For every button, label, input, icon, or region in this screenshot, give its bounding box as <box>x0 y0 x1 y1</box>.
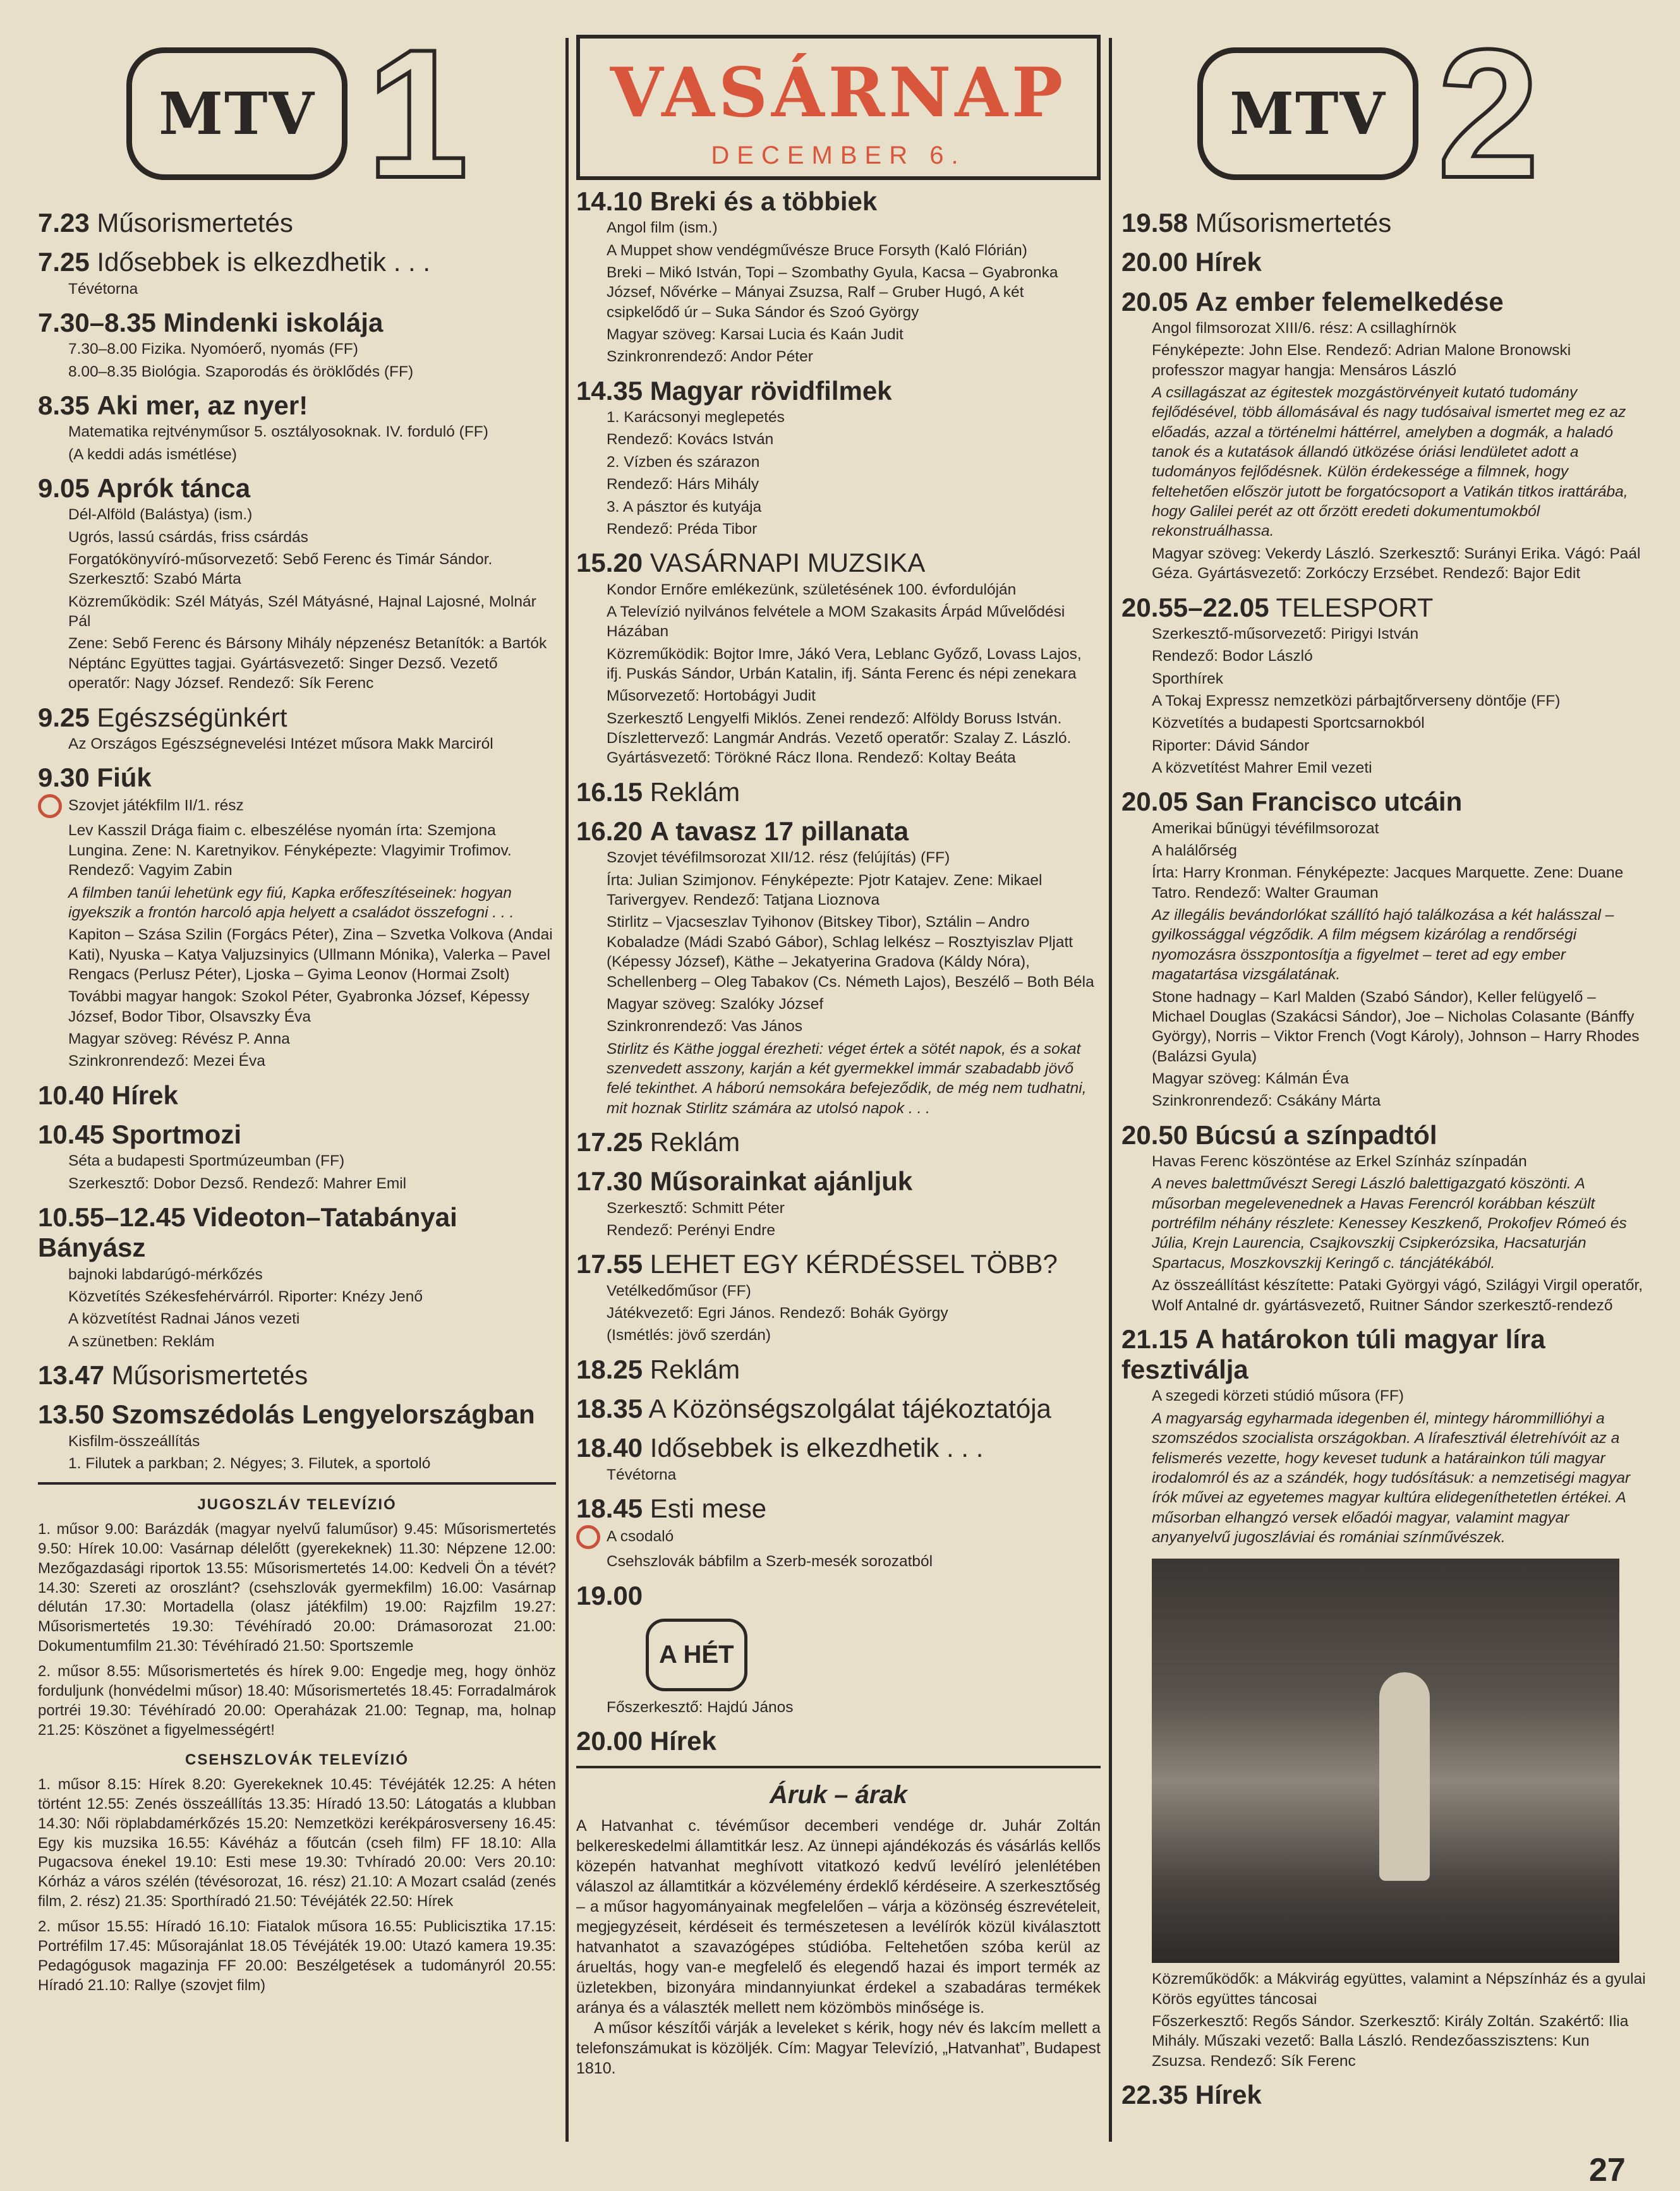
program-title: TELESPORT <box>1276 592 1434 622</box>
program-title: Reklám <box>650 1127 740 1157</box>
color-film-marker-icon <box>38 794 62 818</box>
program-title: A határokon túli magyar líra fesztiválja <box>1121 1324 1545 1385</box>
program-title: Egészségünkért <box>97 702 287 732</box>
program-time: 13.50 <box>38 1399 105 1430</box>
article-title: Áruk – árak <box>770 1780 907 1809</box>
program-time: 18.35 <box>576 1394 643 1424</box>
mtv1-program-list <box>38 208 556 1473</box>
program-entry <box>1121 247 1646 277</box>
mtv-logo: MTV <box>126 47 347 180</box>
program-entry <box>1121 787 1646 1111</box>
program-detail-line: Havas Ferenc köszöntése az Erkel Színház színpadán <box>1152 1153 1527 1170</box>
program-detail-line: Matematika rejtvényműsor 5. osztályosoknak. IV. forduló (FF) <box>68 423 488 441</box>
program-detail-line: Rendező: Hárs Mihály <box>607 476 759 493</box>
program-details <box>607 407 1101 539</box>
program-entry <box>38 1399 556 1473</box>
program-time: 15.20 <box>576 548 643 578</box>
program-time: 18.40 <box>576 1433 643 1463</box>
program-heading <box>1121 208 1646 238</box>
program-heading <box>38 390 556 421</box>
program-detail-line: Sporthírek <box>1152 670 1224 687</box>
program-details <box>607 848 1101 1118</box>
program-title: Fiúk <box>97 763 152 793</box>
program-time: 20.55–22.05 <box>1121 592 1269 622</box>
program-entry <box>576 1494 1101 1572</box>
program-time: 20.05 <box>1121 286 1188 317</box>
program-time: 10.40 <box>38 1080 105 1110</box>
program-details <box>1152 624 1646 778</box>
program-time: 7.30–8.35 <box>38 307 156 337</box>
program-time: 14.10 <box>576 186 643 216</box>
mtv2-program-list <box>1121 208 1646 2110</box>
program-entry <box>576 1127 1101 1157</box>
program-heading <box>576 1494 1101 1524</box>
program-heading <box>576 186 1101 217</box>
program-title: Hírek <box>1195 2080 1262 2110</box>
program-entry <box>1121 1120 1646 1315</box>
program-detail-line: Játékvezető: Egri János. Rendező: Bohák György <box>607 1305 948 1322</box>
program-entry <box>576 1726 1101 1756</box>
program-heading <box>576 376 1101 406</box>
program-time: 8.35 <box>38 390 90 420</box>
program-detail-line: A közvetítést Mahrer Emil vezeti <box>1152 759 1372 777</box>
foreign-tv-title: JUGOSZLÁV TELEVÍZIÓ <box>197 1496 397 1514</box>
program-detail-line: Tévétorna <box>68 280 138 298</box>
program-detail-line: Lev Kasszil Drága fiaim c. elbeszélése nyomán írta: Szemjona Lungina. Zene: N. Karetnyikov. Fényképezte: Vlagyimir Trofimov. Rendező: Vagyim Zabin <box>68 822 512 879</box>
program-detail-line: A Tokaj Expressz nemzetközi párbajtőrverseny döntője (FF) <box>1152 692 1561 709</box>
program-time: 13.47 <box>38 1360 105 1391</box>
program-entry <box>38 390 556 464</box>
program-entry <box>1121 287 1646 584</box>
performer-figure <box>1379 1672 1430 1881</box>
program-time: 20.05 <box>1121 787 1188 817</box>
mtv1-column <box>38 11 556 2001</box>
program-details <box>607 1525 1101 1571</box>
program-detail-line: Dél-Alföld (Balástya) (ism.) <box>68 506 253 524</box>
program-detail-line: Főszerkesztő: Hajdú János <box>607 1698 794 1716</box>
program-heading <box>38 1399 556 1430</box>
program-time: 16.15 <box>576 776 643 807</box>
program-time: 18.25 <box>576 1354 643 1384</box>
program-title: Műsorainkat ajánljuk <box>650 1166 913 1197</box>
program-heading <box>38 703 556 733</box>
program-entry <box>38 1080 556 1111</box>
program-entry <box>576 1433 1101 1485</box>
program-entry <box>1121 1324 1646 1547</box>
program-detail-line: A filmben tanúi lehetünk egy fiú, Kapka erőfeszítéseinek: hogyan igyekszik a frontón harcoló apja helyett a családot összefogni . . . <box>68 884 514 921</box>
program-heading <box>38 1360 556 1391</box>
program-entry <box>38 473 556 694</box>
program-heading <box>1121 787 1646 817</box>
program-detail-line: Közreműködők: a Mákvirág együttes, valamint a Népszínház és a gyulai Körös együttes táncosai <box>1152 1971 1646 2008</box>
program-detail-line: (Ismétlés: jövő szerdán) <box>607 1327 771 1344</box>
program-detail-line: Fényképezte: John Else. Rendező: Adrian Malone Bronowski professzor magyar hangja: Mensáros László <box>1152 342 1571 379</box>
program-detail-line: Szinkronrendező: Mezei Éva <box>68 1053 265 1070</box>
program-heading <box>576 1581 1101 1611</box>
program-details <box>68 794 556 1071</box>
program-detail-line: Angol filmsorozat XIII/6. rész: A csillaghírnök <box>1152 319 1457 337</box>
program-heading <box>576 1726 1101 1756</box>
program-detail-line: Magyar szöveg: Karsai Lucia és Kaán Judit <box>607 326 903 344</box>
program-detail-line: Írta: Harry Kronman. Fényképezte: Jacques Marquette. Zene: Duane Tatro. Rendező: Walter Grauman <box>1152 864 1624 902</box>
program-entry <box>576 1249 1101 1345</box>
program-detail-line: Közreműködik: Bojtor Imre, Jákó Vera, Leblanc Győző, Lovass Lajos, ifj. Puskás Sándor, Urbán Katalin, ifj. Sánta Ferenc és népi zenekara <box>607 645 1082 682</box>
program-time: 22.35 <box>1121 2080 1188 2110</box>
program-title: Műsorismertetés <box>97 208 293 238</box>
channel-number: 2 <box>1437 11 1540 216</box>
program-title: Az ember felemelkedése <box>1195 286 1504 317</box>
program-heading <box>1121 1120 1646 1150</box>
program-detail-line: 1. Filutek a parkban; 2. Négyes; 3. Filutek, a sportoló <box>68 1455 431 1473</box>
program-title: San Francisco utcáin <box>1195 787 1463 817</box>
program-detail-line: A csodaló <box>607 1525 1101 1549</box>
program-detail-line: Közvetítés a budapesti Sportcsarnokból <box>1152 715 1425 732</box>
program-heading <box>1121 287 1646 317</box>
article-body-2: A műsor készítői várják a leveleket s kérik, hogy név és lakcím mellett a telefonszámukat is közöljék. Cím: Magyar Televízió, „Hatvanhat”, Budapest 1810. <box>576 2019 1101 2077</box>
program-entry <box>38 1120 556 1193</box>
foreign-tv-section <box>38 1496 556 1995</box>
divider <box>38 1482 556 1485</box>
page-number: 27 <box>1589 2152 1626 2188</box>
program-detail-line: Kapiton – Szása Szilin (Forgács Péter), Zina – Szvetka Volkova (Andai Kati), Nyuska – Katya Valjuzsinyics (Ullmann Mónika), Valerka – Pavel Rengacs (Perlusz Péter), Ljoska – Gyima Leonov (Hormai Zsolt) <box>68 926 553 983</box>
program-detail-line: Magyar szöveg: Révész P. Anna <box>68 1030 290 1048</box>
program-time: 20.00 <box>1121 247 1188 277</box>
program-detail-line: Közvetítés Székesfehérvárról. Riporter: Knézy Jenő <box>68 1288 423 1306</box>
program-heading <box>38 208 556 238</box>
day-header <box>576 35 1101 180</box>
program-detail-line: Magyar szöveg: Szalóky József <box>607 995 824 1013</box>
article-body: A Hatvanhat c. tévéműsor decemberi vendége dr. Juhár Zoltán belkereskedelmi államtitkár lesz. Az ünnepi ajándékozás és vásárlás kellős közepén hatvanhat meghívott vitatkozó kedvű levélíró jelenlétében válaszol az államtitkár a közvélemény érdeklő kérdéseire. A szerkesztőség – a műsor hagyományainak megfelelően – várja a közönség észrevételeit, megjegyzéseit, kérdéseit és természetesen a levélírók közül kiválasztott hatvanhatot a szavazógépes stúdióba. Feltehetően szóba kerül az árueltás, hogy van-e megfelelő és elegendő hazai és import termék az üzletekben, bizonyára mindannyiunkat érdekel a szabadáras termékek aránya és a választék mellett nem közömbös minősége is. <box>576 1816 1101 2017</box>
program-entry <box>38 763 556 1071</box>
program-time: 7.23 <box>38 208 90 238</box>
program-heading <box>576 1127 1101 1157</box>
program-detail-line: Zene: Sebő Ferenc és Bársony Mihály népzenész Betanítók: a Bartók Néptánc Együttes tagjai. Gyártásvezető: Singer Dezső. Vezető operatőr: Nagy József. Rendező: Sík Ferenc <box>68 635 547 692</box>
program-heading <box>1121 2080 1646 2110</box>
program-details <box>68 422 556 464</box>
program-heading <box>1121 593 1646 623</box>
program-heading <box>576 1249 1101 1279</box>
program-detail-line: Forgatókönyvíró-műsorvezető: Sebő Ferenc és Timár Sándor. Szerkesztő: Szabó Márta <box>68 551 493 588</box>
program-time: 9.25 <box>38 702 90 732</box>
program-time: 14.35 <box>576 375 643 406</box>
program-heading <box>38 1120 556 1150</box>
program-time: 18.45 <box>576 1494 643 1523</box>
program-detail-line: Vetélkedőműsor (FF) <box>607 1282 751 1300</box>
program-detail-line: Szovjet játékfilm II/1. rész <box>68 794 556 818</box>
divider <box>576 1766 1101 1768</box>
program-title: Breki és a többiek <box>650 186 878 216</box>
program-entry <box>38 247 556 299</box>
program-detail-line: Közreműködik: Szél Mátyás, Szél Mátyásné, Hajnal Lajosné, Molnár Pál <box>68 593 536 631</box>
program-detail-line: További magyar hangok: Szokol Péter, Gyabronka József, Képessy József, Bodor Tibor, Olsavszky Éva <box>68 988 529 1025</box>
program-details <box>68 734 556 754</box>
program-title: Búcsú a színpadtól <box>1195 1120 1437 1150</box>
program-detail-line: Rendező: Kovács István <box>607 431 774 449</box>
program-detail-line: Amerikai bűnügyi tévéfilmsorozat <box>1152 819 1379 837</box>
program-entry <box>1121 1559 1646 2071</box>
program-heading <box>38 308 556 338</box>
program-time: 19.58 <box>1121 208 1188 238</box>
column-divider-right <box>1109 38 1112 2142</box>
article <box>576 1781 1101 2079</box>
program-details <box>1152 1969 1646 2071</box>
program-heading <box>38 763 556 793</box>
program-entry <box>576 777 1101 807</box>
program-heading <box>576 1394 1101 1424</box>
program-entry <box>38 703 556 754</box>
program-time: 20.00 <box>576 1726 643 1756</box>
program-time: 17.30 <box>576 1166 643 1197</box>
program-detail-line: 2. Vízben és szárazon <box>607 453 760 471</box>
program-title: Műsorismertetés <box>1195 208 1392 238</box>
program-detail-line: A Televízió nyilvános felvétele a MOM Szakasits Árpád Művelődési Házában <box>607 603 1065 641</box>
program-details <box>68 1151 556 1193</box>
program-heading <box>38 1202 556 1264</box>
color-film-marker-icon <box>576 1525 600 1549</box>
program-entry <box>576 548 1101 768</box>
program-details <box>607 1698 1101 1717</box>
program-detail-line: Szinkronrendező: Vas János <box>607 1018 803 1035</box>
program-entry <box>576 376 1101 539</box>
program-detail-line: Szinkronrendező: Csákány Márta <box>1152 1092 1381 1110</box>
program-time: 16.20 <box>576 816 643 847</box>
program-detail-line: A csillagászat az égitestek mozgástörvényeit kutató tudomány fejlődésével, több állomásával és nagy tudósaival ismertet meg ez az előadás, azzal a történelmi háttérrel, amelyben a dogmák, a haladó tanok és a kutatások állandó ütközése óriási lendületet adott a tudományos fejlődésnek. Külön érdekessége a filmnek, hogy feltehetően először jutott be forgatócsoport a Vatikán titkos irattárába, hogy Galilei perét az ott őrzött eredeti dokumentumokból rekonstruálhassa. <box>1152 383 1628 540</box>
column-divider-left <box>565 38 569 2142</box>
program-title: Sportmozi <box>111 1120 242 1150</box>
program-heading <box>576 1355 1101 1385</box>
program-title: Idősebbek is elkezdhetik . . . <box>650 1433 984 1463</box>
program-detail-line: Breki – Mikó István, Topi – Szombathy Gyula, Kacsa – Gyabronka József, Nővérke – Mányai Zsuzsa, Ralf – Gruber Hugó, A két csipkelődő úr – Suka Sándor és Szoó György <box>607 264 1058 321</box>
program-details <box>68 1432 556 1474</box>
program-details <box>607 580 1101 768</box>
program-entry <box>576 186 1101 367</box>
program-entry <box>1121 208 1646 238</box>
program-detail-line: Főszerkesztő: Regős Sándor. Szerkesztő: Király Zoltán. Szakértő: Ilia Mihály. Műszaki vezető: Balla László. Rendezőasszisztens: Kun Zsuzsa. Rendező: Sík Ferenc <box>1152 2013 1629 2070</box>
program-heading <box>38 1080 556 1111</box>
program-entry <box>576 1394 1101 1424</box>
program-detail-line: bajnoki labdarúgó-mérkőzés <box>68 1265 263 1283</box>
program-detail-line: A szegedi körzeti stúdió műsora (FF) <box>1152 1387 1404 1405</box>
program-detail-line: 1. Karácsonyi meglepetés <box>607 409 785 426</box>
program-title: Szomszédolás Lengyelországban <box>111 1399 535 1430</box>
program-details <box>1152 819 1646 1111</box>
program-details <box>607 1198 1101 1241</box>
foreign-tv-paragraph: 2. műsor 15.55: Híradó 16.10: Fiatalok műsora 16.55: Publicisztika 17.15: Portréfilm 17.45: Műsorajánlat 18.05 Tévéjáték 19.00: Utazó kamera 19.35: Pedagógusok magazinja FF 20.00: Beszélgetések a tudományról 20.55: Híradó 21.10: Rallye (szovjet film) <box>38 1918 556 1994</box>
program-title: Videoton–Tatabányai Bányász <box>38 1202 457 1263</box>
channel-number: 1 <box>366 11 469 216</box>
program-detail-line: 8.00–8.35 Biológia. Szaporodás és öröklődés (FF) <box>68 363 414 380</box>
program-heading <box>38 473 556 504</box>
program-detail-line: Rendező: Bodor László <box>1152 648 1313 665</box>
program-detail-line: Szerkesztő: Schmitt Péter <box>607 1199 785 1217</box>
program-detail-line: Írta: Julian Szimjonov. Fényképezte: Pjotr Katajev. Zene: Mikael Tarivergyev. Rendező: Tatjana Lioznova <box>607 871 1042 909</box>
foreign-tv-paragraph: 1. műsor 9.00: Barázdák (magyar nyelvű faluműsor) 9.45: Műsorismertetés 9.50: Hírek 10.00: Vasárnap délelőtt (gyerekeknek) 11.30: Népzene 12.00: Mezőgazdasági riportok 13.55: Műsorismertetés 14.00: Kedveli Ön a tévét? 14.30: Szereti az oroszlánt? (csehszlovák gyermekfilm) 16.00: Vasárnap délután 17.30: Mortadella (olasz játékfilm) 19.00: Rajzfilm 19.27: Műsorismertetés 19.30: Tévéhíradó 20.00: Drámasorozat 21.00: Dokumentumfilm 21.30: Tévéhíradó 21.50: Sportszemle <box>38 1521 556 1655</box>
program-detail-line: Rendező: Préda Tibor <box>607 520 758 538</box>
program-time: 19.00 <box>576 1580 643 1610</box>
program-heading <box>576 816 1101 847</box>
day-date: DECEMBER 6. <box>711 142 966 170</box>
program-detail-line: Tévétorna <box>607 1466 677 1483</box>
program-detail-line: A közvetítést Radnai János vezeti <box>68 1310 300 1328</box>
program-time: 9.05 <box>38 473 90 503</box>
program-entry <box>576 1166 1101 1240</box>
program-title: Magyar rövidfilmek <box>650 375 892 406</box>
program-detail-line: Magyar szöveg: Kálmán Éva <box>1152 1070 1349 1087</box>
program-heading <box>1121 247 1646 277</box>
program-heading <box>576 548 1101 578</box>
program-details <box>68 1265 556 1351</box>
program-detail-line: A Muppet show vendégművésze Bruce Forsyth (Kaló Flórián) <box>607 241 1027 259</box>
program-detail-line: Szerkesztő: Dobor Dezső. Rendező: Mahrer Emil <box>68 1174 407 1192</box>
program-detail-line: 3. A pásztor és kutyája <box>607 498 762 516</box>
program-detail-line: Az illegális bevándorlókat szállító hajó találkozása a két halásszal – gyilkossággal végződik. A film mégsem kizárólag a rendőrségi nyomozásra összpontosítja a figyelmet – teret ad egy ember magatartása vizsgálatának. <box>1152 907 1614 984</box>
program-title: VASÁRNAPI MUZSIKA <box>650 548 926 578</box>
program-entry <box>38 208 556 238</box>
a-het-logo: A HÉT <box>646 1619 747 1691</box>
program-entry <box>38 1360 556 1391</box>
program-title: A Közönségszolgálat tájékoztatója <box>648 1394 1051 1424</box>
program-detail-line: Műsorvezető: Hortobágyi Judit <box>607 687 816 705</box>
foreign-tv-title: CSEHSZLOVÁK TELEVÍZIÓ <box>184 1751 409 1769</box>
mtv1-header <box>38 11 556 216</box>
program-entry <box>576 816 1101 1118</box>
program-detail-line: Magyar szöveg: Vekerdy László. Szerkesztő: Surányi Erika. Vágó: Paál Géza. Gyártásvezető: Zorkóczy Erzsébet. Rendező: Bajor Edit <box>1152 545 1641 582</box>
program-time: 20.50 <box>1121 1120 1188 1150</box>
program-heading <box>1121 1324 1646 1385</box>
program-detail-line: Angol film (ism.) <box>607 219 718 237</box>
stage-photo <box>1152 1559 1619 1963</box>
program-detail-line: Kondor Ernőre emlékezünk, születésének 100. évfordulóján <box>607 581 1017 598</box>
program-title: Esti mese <box>650 1494 767 1523</box>
program-detail-line: (A keddi adás ismétlése) <box>68 445 237 463</box>
program-detail-line: Szovjet tévéfilmsorozat XII/12. rész (felújítás) (FF) <box>607 849 950 867</box>
program-title: Műsorismertetés <box>111 1360 308 1391</box>
program-heading <box>576 1166 1101 1197</box>
program-details <box>68 339 556 382</box>
program-detail-line: 7.30–8.00 Fizika. Nyomóerő, nyomás (FF) <box>68 341 358 358</box>
program-detail-line: A szünetben: Reklám <box>68 1332 215 1350</box>
program-detail-line: Stone hadnagy – Karl Malden (Szabó Sándor), Keller felügyelő – Michael Douglas (Szakácsi Sándor), Joe – Nicholas Colasante (Bánffy György), Norris – Viktor French (Vogt Károly), Johnson – Harry Rhodes (Balázsi Gyula) <box>1152 988 1640 1065</box>
program-time: 10.45 <box>38 1120 105 1150</box>
program-detail-line: Rendező: Perényi Endre <box>607 1222 775 1240</box>
mtv2-column <box>1121 11 1646 2119</box>
mtv2-header <box>1121 11 1646 216</box>
program-details <box>607 1465 1101 1485</box>
program-detail-line: Szerkesztő-műsorvezető: Pirigyi István <box>1152 625 1419 643</box>
program-title: Reklám <box>650 776 740 807</box>
program-heading <box>576 777 1101 807</box>
program-detail-line: Szinkronrendező: Andor Péter <box>607 348 813 366</box>
program-detail-line: Riporter: Dávid Sándor <box>1152 737 1310 754</box>
program-title: Idősebbek is elkezdhetik . . . <box>97 247 431 277</box>
program-title: Aki mer, az nyer! <box>97 390 308 420</box>
program-detail-line: Stirlitz és Käthe joggal érezheti: véget értek a sötét napok, és a sokat szenvedett asszony, karján a két gyermekkel immár szabadabb jövő felé tekinthet. A háború nemsokára befejeződik, de még nem tudhatni, mit hoznak Stirlitz számára az utolsó napok . . . <box>607 1040 1087 1117</box>
program-detail-line: A magyarság egyharmada idegenben él, mintegy hárommillióhyi a szomszédos szocialista országokban. A lírafesztivál életrehívóit az a felismerés vezette, hogy keveset tudunk a határainkon túli magyar irodalomról és az a szándék, hogy tudósításuk: a nemzetiségi magyar írók művei az egyetemes magyar kultúra elidegeníthetetlen értékei. A műsorban elhangzó versek előadói magyar, valamint magyar anyanyelvű jugoszláviai és romániai színművészek. <box>1152 1409 1631 1546</box>
program-title: Mindenki iskolája <box>163 307 384 337</box>
program-details <box>68 505 556 693</box>
program-title: Aprók tánca <box>97 473 251 503</box>
program-detail-line: Stirlitz – Vjacseszlav Tyihonov (Bitskey Tibor), Sztálin – Andro Kobaladze (Mádi Szabó Gábor), Schlag lelkész – Rosztyiszlav Pljatt (Képessy József), Käthe – Jekatyerina Gradova (Káldy Nóra), Schellenberg – Oleg Tabakov (Cs. Németh Lajos), Beszélő – Both Béla <box>607 914 1094 991</box>
program-entry <box>576 1355 1101 1385</box>
foreign-tv-paragraph: 1. műsor 8.15: Hírek 8.20: Gyerekeknek 10.45: Tévéjáték 12.25: A héten történt 12.55: Zenés összeállítás 13.35: Híradó 13.50: Látogatás a klubban 14.30: Női röplabdamérkőzés 15.20: Nemzetközi kerékpárosverseny 16.45: Egy kis muzsika 16.55: Kávéház a főutcán (cseh film) FF 18.10: Alla Pugacsova énekel 19.10: Esti mese 19.30: Tvhíradó 20.00: Vers 20.10: Kórház a város szélén (tévésorozat, 16. rész) 21.10: A Mozart család (zenés film, 2. rész) 21.35: Sporthíradó 21.50: Tévéjáték 22.50: Hírek <box>38 1776 556 1910</box>
program-title: A tavasz 17 pillanata <box>650 816 909 847</box>
program-details <box>607 1281 1101 1346</box>
program-entry <box>38 308 556 382</box>
program-detail-line: Az összeállítást készítette: Pataki Györgyi vágó, Szilágyi Virgil operatőr, Wolf Antalné dr. gyártásvezető, Ruitner Sándor szerkesztő-rendező <box>1152 1277 1643 1314</box>
program-details <box>607 218 1101 367</box>
program-entry <box>38 1202 556 1351</box>
program-title: Hírek <box>650 1726 716 1756</box>
center-program-list <box>576 186 1101 1757</box>
mtv-logo: MTV <box>1197 47 1418 180</box>
program-detail-line: A neves balettművészt Seregi László balettigazgató köszönti. A műsorban megelevenednek a Havas Ferencról korábban készült portréfilm néhány részlete: Kenessey Keszkenő, Prokofjev Rómeó és Júlia, Krejn Laurencia, Csajkovszkij Csipkerózsika, Hacsaturján Spartacus, Moszkovszkij Keringő c. táncjátékából. <box>1152 1175 1627 1272</box>
foreign-tv-paragraph: 2. műsor 8.55: Műsorismertetés és hírek 9.00: Engedje meg, hogy önhöz forduljunk (honvédelmi műsor) 18.40: Műsorismertetés 18.45: Forradalmárok portréi 19.30: Tévéhíradó 20.00: Operaházak 21.00: Tegnap, ma, holnap 21.25: Köszönet a figyelmességért! <box>38 1663 556 1739</box>
program-time: 9.30 <box>38 763 90 793</box>
program-detail-line: A halálőrség <box>1152 842 1237 860</box>
program-entry <box>1121 2080 1646 2110</box>
program-time: 21.15 <box>1121 1324 1188 1354</box>
center-column <box>576 35 1101 2079</box>
program-entry <box>576 1581 1101 1718</box>
program-title: Hírek <box>1195 247 1262 277</box>
program-detail-line: Ugrós, lassú csárdás, friss csárdás <box>68 528 308 546</box>
program-details <box>1152 318 1646 584</box>
program-entry <box>1121 593 1646 778</box>
program-detail-line: Az Országos Egészségnevelési Intézet műsora Makk Marciról <box>68 735 493 752</box>
program-title: Reklám <box>650 1354 740 1384</box>
program-detail-line: Csehszlovák bábfilm a Szerb-mesék sorozatból <box>607 1553 933 1571</box>
program-time: 17.25 <box>576 1127 643 1157</box>
program-title: Hírek <box>111 1080 178 1110</box>
program-detail-line: Kisfilm-összeállítás <box>68 1432 200 1450</box>
program-time: 7.25 <box>38 247 90 277</box>
program-heading <box>38 247 556 277</box>
day-title: VASÁRNAP <box>610 53 1067 133</box>
program-details <box>68 279 556 299</box>
program-heading <box>576 1433 1101 1463</box>
program-detail-line: Szerkesztő Lengyelfi Miklós. Zenei rendező: Alföldy Boruss István. Díszlettervező: Langmár András. Vezető operatőr: Szalay Z. László. Gyártásvezető: Törökné Rácz Ilona. Rendező: Koltay Beáta <box>607 709 1072 767</box>
program-detail-line: Séta a budapesti Sportmúzeumban (FF) <box>68 1152 345 1170</box>
program-time: 17.55 <box>576 1249 643 1279</box>
program-details <box>1152 1386 1646 1547</box>
program-time: 10.55–12.45 <box>38 1202 186 1233</box>
program-details <box>1152 1152 1646 1315</box>
program-title: LEHET EGY KÉRDÉSSEL TÖBB? <box>650 1249 1058 1279</box>
